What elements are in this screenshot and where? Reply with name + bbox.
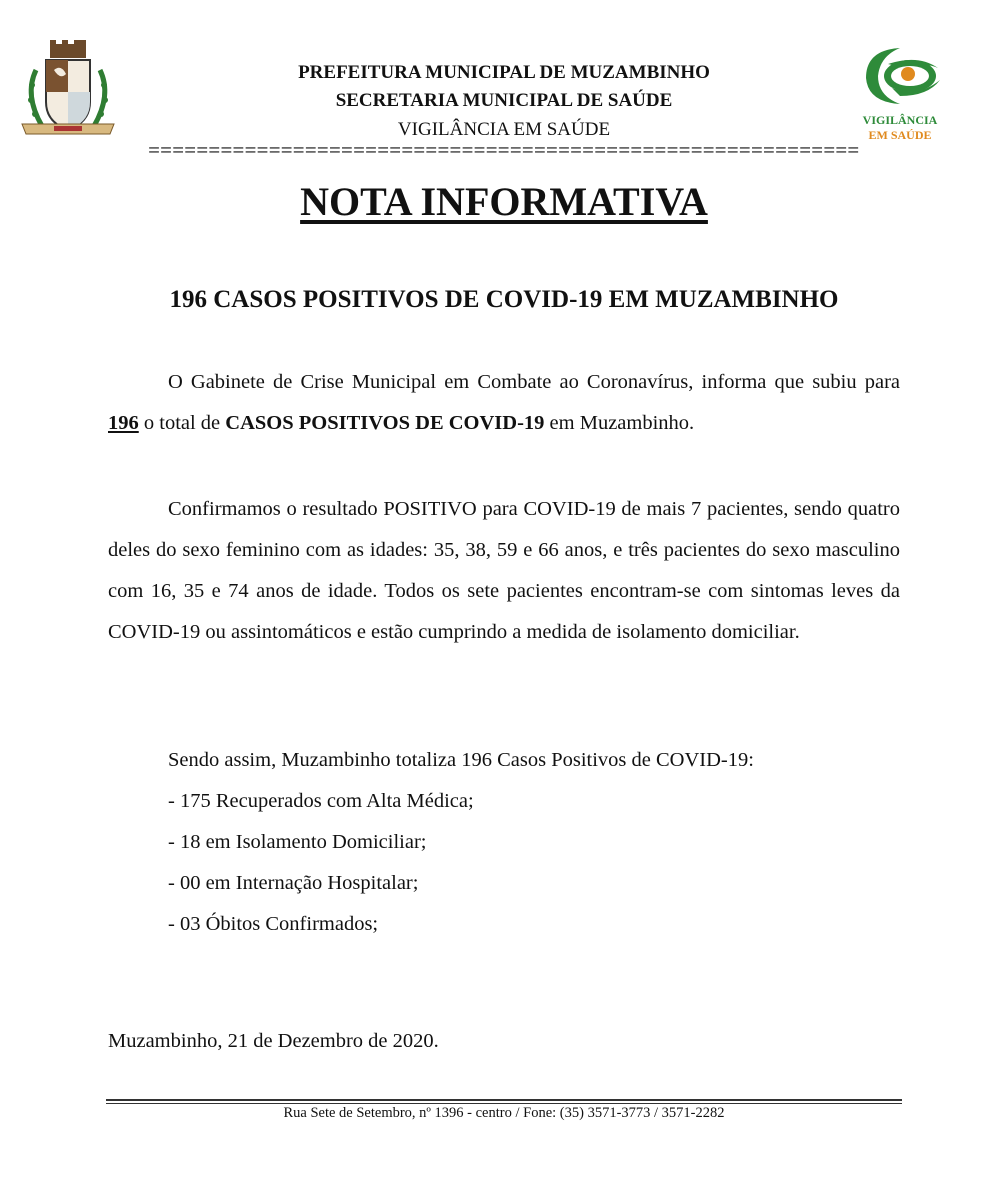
header-secretaria: SECRETARIA MUNICIPAL DE SAÚDE	[335, 90, 673, 111]
header-separator: ===========================================================	[148, 142, 860, 160]
positive-cases-emphasis: CASOS POSITIVOS DE COVID-19	[225, 412, 545, 434]
list-item: - 03 Óbitos Confirmados;	[168, 913, 379, 935]
paragraph-1: O Gabinete de Crise Municipal em Combate ao Coronavírus, informa que subiu para 196 o total de CASOS POSITIVOS DE COVID-19 em Muzambinho.	[108, 371, 900, 434]
page-subtitle: 196 CASOS POSITIVOS DE COVID-19 EM MUZAMBINHO	[169, 286, 839, 313]
document-date: Muzambinho, 21 de Dezembro de 2020.	[108, 1030, 439, 1052]
header-prefeitura: PREFEITURA MUNICIPAL DE MUZAMBINHO	[298, 62, 710, 83]
header-vigilancia: VIGILÂNCIA EM SAÚDE	[397, 119, 611, 140]
footer-address: Rua Sete de Setembro, nº 1396 - centro / Fone: (35) 3571-3773 / 3571-2282	[283, 1105, 725, 1121]
list-item: - 00 em Internação Hospitalar;	[168, 872, 419, 894]
list-item: - 175 Recuperados com Alta Médica;	[168, 790, 474, 812]
summary-intro: Sendo assim, Muzambinho totaliza 196 Casos Positivos de COVID-19:	[168, 749, 754, 771]
page-title: NOTA INFORMATIVA	[300, 179, 708, 224]
summary-list	[168, 740, 754, 945]
total-cases-number: 196	[108, 412, 139, 434]
vigilancia-logo	[848, 40, 952, 140]
list-item: - 18 em Isolamento Domiciliar;	[168, 831, 427, 853]
footer-divider	[106, 1103, 902, 1104]
vigilancia-logo-line1: VIGILÂNCIA	[862, 113, 938, 127]
vigilancia-swirl-icon	[848, 40, 952, 110]
footer-divider	[106, 1099, 902, 1101]
paragraph-2: Confirmamos o resultado POSITIVO para COVID-19 de mais 7 pacientes, sendo quatro deles do sexo feminino com as idades: 35, 38, 59 e 66 anos, e três pacientes do sexo masculino com 16, 35 e 74 anos de idade. Todos os sete pacientes encontram-se com sintomas leves da COVID-19 ou assintomáticos e estão cumprindo a medida de isolamento domiciliar.	[108, 498, 900, 643]
vigilancia-logo-line2: EM SAÚDE	[868, 128, 932, 142]
